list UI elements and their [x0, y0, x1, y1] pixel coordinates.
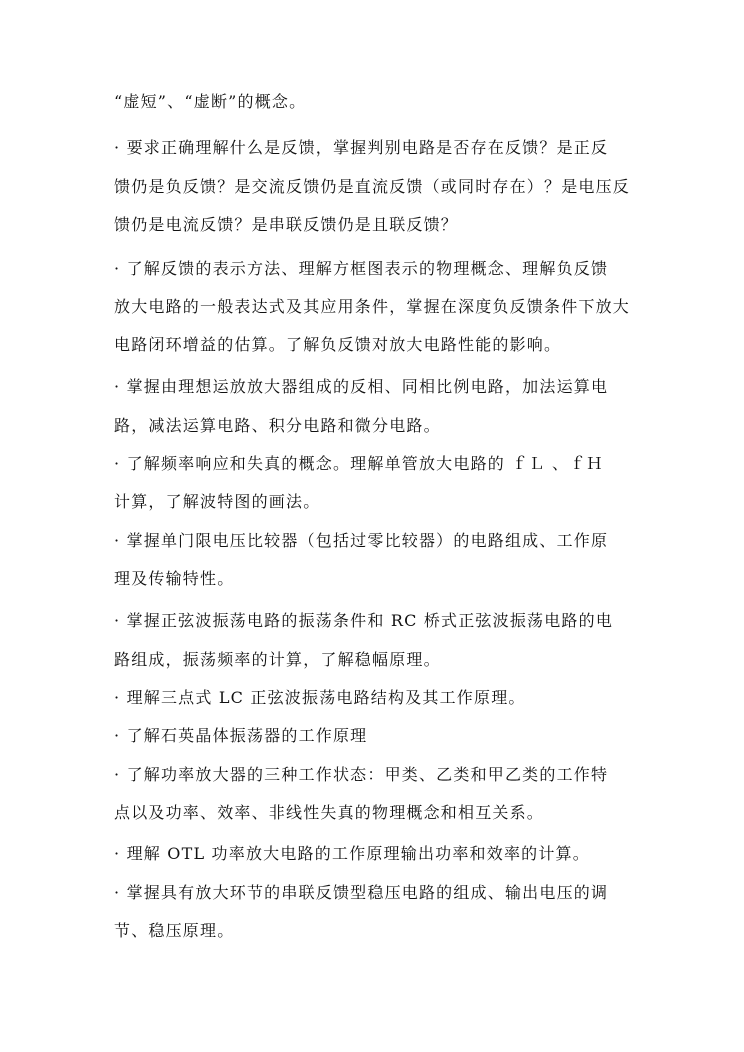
text-line: · 了解频率响应和失真的概念。理解单管放大电路的 ｆＬ 、ｆＨ: [114, 454, 604, 473]
text-line: 馈仍是负反馈？是交流反馈仍是直流反馈（或同时存在）？是电压反: [114, 177, 631, 196]
text-line: 放大电路的一般表达式及其应用条件，掌握在深度负反馈条件下放大: [114, 297, 631, 316]
text-line: 理及传输特性。: [114, 569, 235, 588]
text-line: 计算，了解波特图的画法。: [114, 492, 321, 511]
text-line: · 掌握由理想运放放大器组成的反相、同相比例电路，加法运算电: [114, 377, 609, 396]
text-line: · 理解三点式 LC 正弦波振荡电路结构及其工作原理。: [114, 688, 526, 707]
text-line: · 了解功率放大器的三种工作状态：甲类、乙类和甲乙类的工作特: [114, 765, 609, 784]
text-line: · 了解石英晶体振荡器的工作原理: [114, 726, 368, 745]
text-line: · 掌握单门限电压比较器（包括过零比较器）的电路组成、工作原: [114, 531, 609, 550]
text-line: · 掌握正弦波振荡电路的振荡条件和 RC 桥式正弦波振荡电路的电: [114, 611, 614, 630]
text-line: · 理解 OTL 功率放大电路的工作原理输出功率和效率的计算。: [114, 844, 590, 863]
text-line: 路，减法运算电路、积分电路和微分电路。: [114, 416, 441, 435]
text-line: 点以及功率、效率、非线性失真的物理概念和相互关系。: [114, 803, 545, 822]
text-line: 节、稳压原理。: [114, 921, 235, 940]
text-line: 馈仍是电流反馈？是串联反馈仍是且联反馈？: [114, 215, 459, 234]
text-line: 路组成，振荡频率的计算，了解稳幅原理。: [114, 650, 441, 669]
text-line: · 了解反馈的表示方法、理解方框图表示的物理概念、理解负反馈: [114, 259, 609, 278]
text-line: · 掌握具有放大环节的串联反馈型稳压电路的组成、输出电压的调: [114, 883, 609, 902]
text-line: · 要求正确理解什么是反馈，掌握判别电路是否存在反馈？是正反: [114, 138, 609, 157]
text-line: “虚短”、“虚断”的概念。: [114, 92, 307, 111]
text-line: 电路闭环增益的估算。了解负反馈对放大电路性能的影响。: [114, 335, 562, 354]
